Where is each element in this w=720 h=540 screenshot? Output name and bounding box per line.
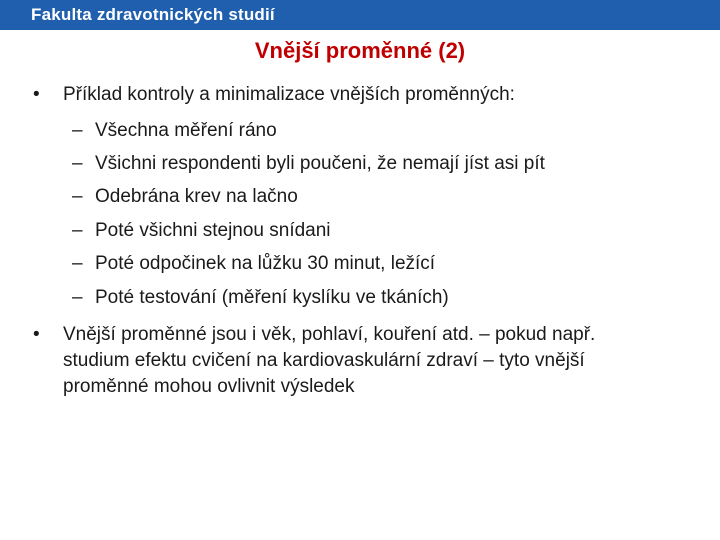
sub-item-text: Poté testování (měření kyslíku ve tkáních)	[95, 287, 449, 308]
sub-item-text: Odebrána krev na lačno	[95, 186, 298, 207]
bullet-text-line: proměnné mohou ovlivnit výsledek	[63, 376, 355, 397]
bullet-text-line: Vnější proměnné jsou i věk, pohlaví, kouření atd. – pokud např.	[63, 324, 596, 345]
institution-name: Fakulta zdravotnických studií	[31, 5, 275, 24]
sub-item-text: Poté odpočinek na lůžku 30 minut, ležící	[95, 253, 436, 274]
dash-icon: –	[72, 287, 83, 308]
sub-item-text: Všichni respondenti byli poučeni, že nemají jíst asi pít	[95, 153, 545, 174]
bullet-icon: •	[33, 84, 40, 105]
dash-icon: –	[72, 220, 83, 241]
dash-icon: –	[72, 186, 83, 207]
dash-icon: –	[72, 153, 83, 174]
bullet-text-line: studium efektu cvičení na kardiovaskulární zdraví – tyto vnější	[63, 350, 585, 371]
bullet-text: Příklad kontroly a minimalizace vnějších proměnných:	[63, 84, 515, 105]
header-bar	[0, 0, 720, 30]
slide-title: Vnější proměnné (2)	[254, 38, 466, 63]
sub-item-text: Poté všichni stejnou snídani	[95, 220, 331, 241]
sub-item-text: Všechna měření ráno	[95, 120, 277, 141]
dash-icon: –	[72, 253, 83, 274]
bullet-icon: •	[33, 324, 40, 345]
bullet-text	[63, 322, 693, 400]
dash-icon: –	[72, 120, 83, 141]
